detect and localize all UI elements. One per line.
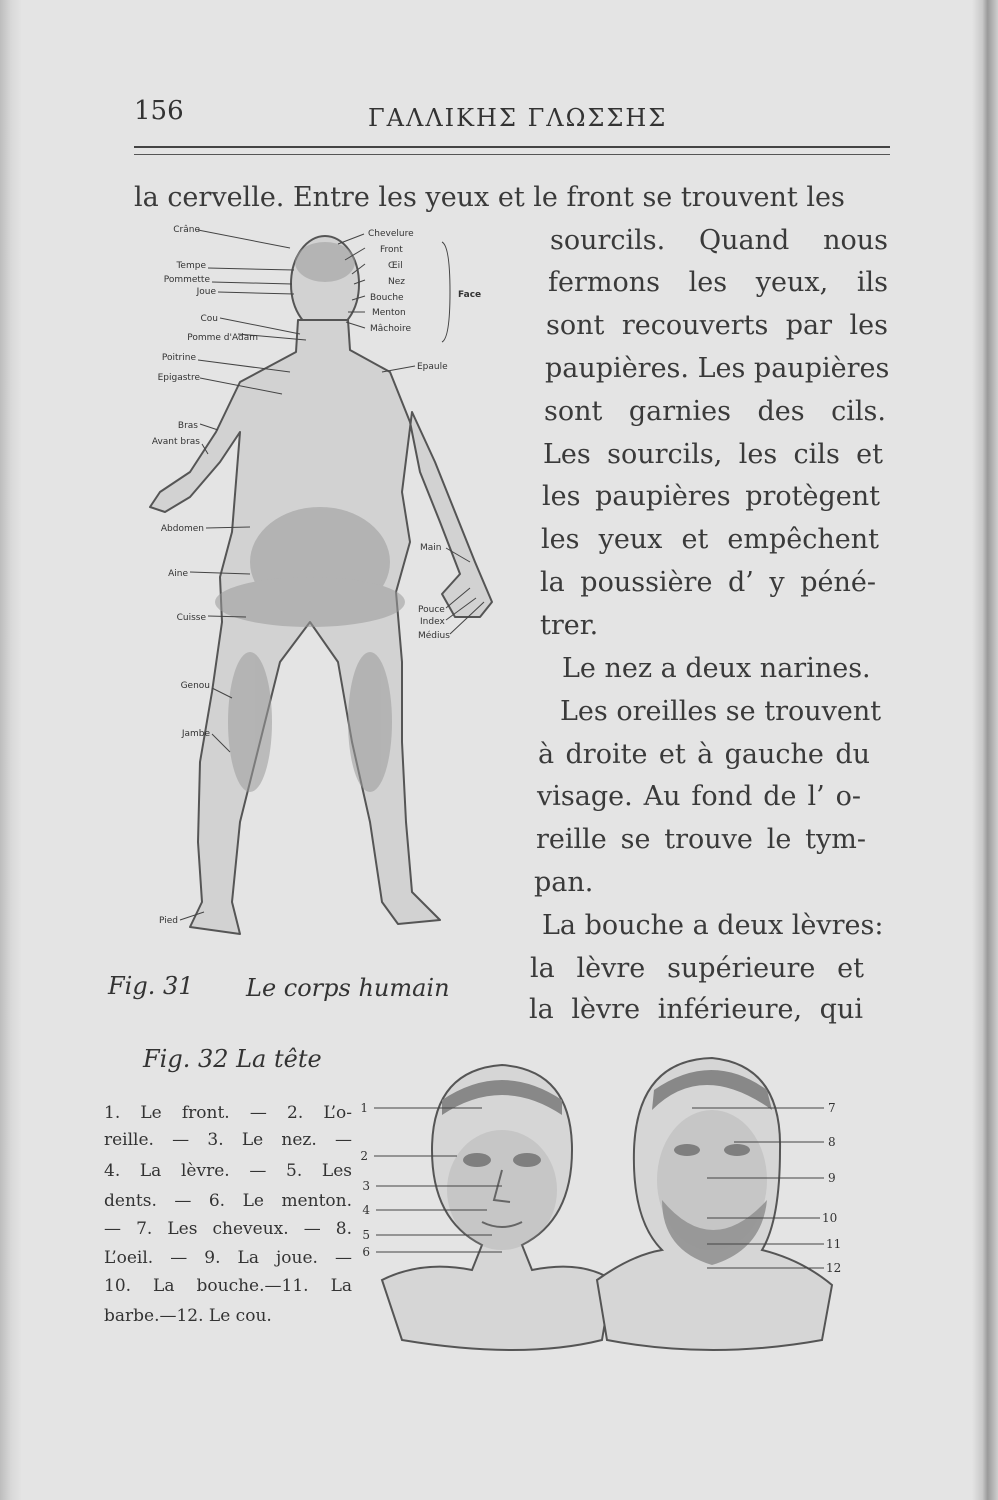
head-numbers-left: [360, 1101, 370, 1259]
label-crane: Crâne: [173, 225, 200, 235]
text-line: trer.: [540, 610, 599, 641]
label-index: Index: [420, 617, 445, 627]
running-title: ΓΑΛΛΙΚΗΣ ΓΛΩΣΣΗΣ: [368, 104, 668, 132]
head-number: 1: [360, 1101, 368, 1115]
text-line: la poussière d’ y péné-: [540, 567, 876, 598]
legend-line: — 7. Les cheveux. — 8.: [104, 1219, 352, 1239]
label-bouche: Bouche: [370, 293, 404, 303]
legend-line: barbe.—12. Le cou.: [104, 1306, 272, 1326]
bearded-head-drawing: [597, 1058, 832, 1350]
text-line: à droite et à gauche du: [538, 739, 870, 770]
figure-32-caption: Fig. 32 La tête: [143, 1045, 322, 1073]
label-face: Face: [458, 290, 482, 300]
head-numbers-right: [822, 1101, 841, 1275]
header-rule-thin: [134, 154, 890, 155]
head-number: 9: [828, 1171, 836, 1185]
legend-line: 10. La bouche.—11. La: [104, 1276, 352, 1296]
label-avant-bras: Avant bras: [151, 437, 200, 447]
label-medius: Médius: [418, 631, 450, 641]
label-aine: Aine: [168, 569, 188, 579]
text-line: la lèvre supérieure et: [530, 953, 864, 984]
legend-line: L’oeil. — 9. La joue. —: [104, 1248, 352, 1268]
figure-31-number: Fig. 31: [108, 972, 194, 1000]
text-line: visage. Au fond de l’ o-: [537, 781, 861, 812]
text-line: Les oreilles se trouvent: [560, 696, 882, 727]
text-line: fermons les yeux, ils: [548, 267, 888, 298]
head-number: 8: [828, 1135, 836, 1149]
label-cuisse: Cuisse: [176, 613, 206, 623]
label-jambe: Jambe: [181, 729, 210, 739]
label-front: Front: [380, 245, 403, 255]
text-line: sont garnies des cils.: [544, 396, 886, 427]
text-line: Le nez a deux narines.: [562, 653, 871, 684]
text-line: la lèvre inférieure, qui: [529, 994, 863, 1025]
head-number: 12: [826, 1261, 842, 1275]
label-bras: Bras: [177, 421, 198, 431]
label-chevelure: Chevelure: [368, 229, 414, 239]
text-line: reille se trouve le tym-: [536, 824, 866, 855]
label-cou: Cou: [200, 314, 218, 324]
label-nez: Nez: [388, 277, 405, 287]
head-number: 6: [362, 1245, 370, 1259]
label-pomme-adam: Pomme d'Adam: [187, 333, 258, 343]
text-line: paupières. Les paupières: [545, 353, 890, 384]
label-oeil: Œil: [388, 261, 403, 271]
label-pommette: Pommette: [163, 275, 210, 285]
head-number: 7: [828, 1101, 836, 1115]
label-epaule: Epaule: [417, 362, 448, 372]
text-line: Les sourcils, les cils et: [543, 439, 883, 470]
page-number: 156: [134, 96, 184, 126]
legend-line: 4. La lèvre. — 5. Les: [104, 1161, 352, 1181]
head-number: 5: [362, 1228, 370, 1242]
text-line: la cervelle. Entre les yeux et le front se trouvent les: [134, 182, 845, 213]
legend-line: 1. Le front. — 2. L’o-: [104, 1103, 352, 1123]
legend-line: reille. — 3. Le nez. —: [104, 1130, 352, 1150]
human-body-figure: [120, 222, 520, 952]
label-menton: Menton: [372, 308, 406, 318]
text-line: sont recouverts par les: [546, 310, 888, 341]
label-tempe: Tempe: [176, 261, 206, 271]
head-number: 10: [822, 1211, 838, 1225]
label-machoire: Mâchoire: [370, 324, 411, 334]
label-joue: Joue: [196, 287, 216, 297]
legend-line: dents. — 6. Le menton.: [104, 1191, 352, 1211]
label-epigastre: Epigastre: [157, 373, 200, 383]
text-line: pan.: [534, 867, 594, 898]
text-line: les yeux et empêchent: [541, 524, 879, 555]
label-poitrine: Poitrine: [161, 353, 196, 363]
text-line: sourcils. Quand nous: [550, 225, 888, 256]
label-genou: Genou: [180, 681, 210, 691]
header-rule: [134, 146, 890, 148]
head-number: 2: [360, 1149, 368, 1163]
text-line: les paupières protègent: [542, 481, 880, 512]
page-gutter-shadow: [0, 0, 22, 1500]
head-number: 11: [826, 1237, 842, 1251]
label-pouce: Pouce: [418, 605, 445, 615]
head-number: 3: [362, 1179, 370, 1193]
text-line: La bouche a deux lèvres:: [542, 910, 884, 941]
page-edge-shadow: [972, 0, 998, 1500]
figure-31-title: Le corps humain: [246, 974, 450, 1002]
heads-figure: [362, 1040, 862, 1370]
label-pied: Pied: [159, 916, 178, 926]
head-number: 4: [362, 1203, 370, 1217]
label-abdomen: Abdomen: [160, 524, 204, 534]
label-main: Main: [420, 543, 442, 553]
